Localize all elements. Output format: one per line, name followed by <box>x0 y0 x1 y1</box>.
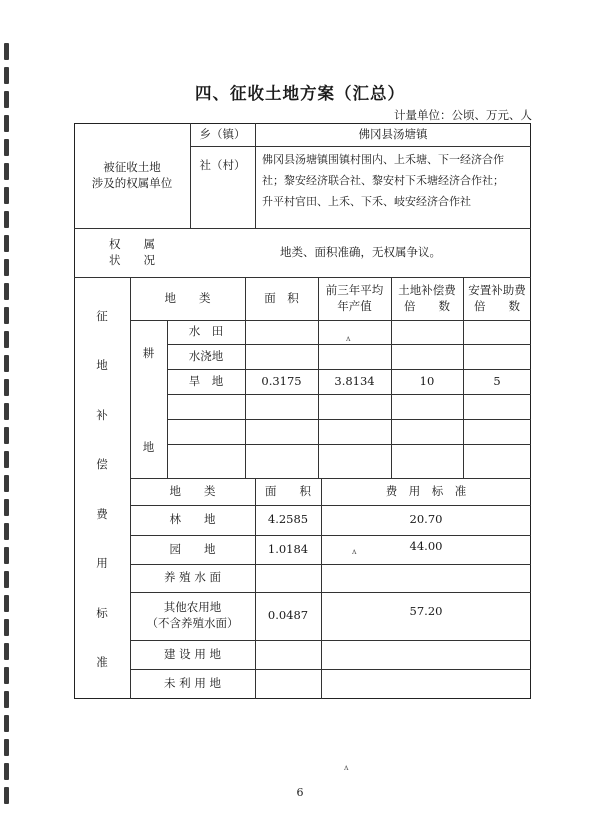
other-agri-line2: （不含养殖水面） <box>146 616 239 630</box>
binder-hole <box>4 211 9 228</box>
binder-hole <box>4 667 9 684</box>
header-comp-multiple <box>391 277 463 320</box>
side-char: 用 <box>96 556 108 571</box>
ownership-label-line2: 状 况 <box>109 252 155 267</box>
scan-speck: ʌ <box>352 547 357 556</box>
header-avg-value <box>318 277 391 320</box>
binder-hole <box>4 403 9 420</box>
header-resettle-line1: 安置补助费 <box>468 282 526 297</box>
arable-dry-resettle: 5 <box>493 373 501 388</box>
aquaculture-type: 养 殖 水 面 <box>164 570 221 585</box>
owner-label-line1: 被征收土地 <box>103 159 161 174</box>
header2-area: 面 积 <box>265 483 311 498</box>
binder-hole <box>4 139 9 156</box>
forest-standard: 20.70 <box>409 512 443 527</box>
binder-hole <box>4 451 9 468</box>
binder-hole <box>4 355 9 372</box>
arable-dry-avg: 3.8134 <box>334 373 375 388</box>
side-char: 补 <box>96 407 108 422</box>
binder-hole <box>4 259 9 276</box>
binder-hole <box>4 763 9 780</box>
binder-hole <box>4 571 9 588</box>
page-number: 6 <box>296 786 304 799</box>
village-line: 升平村官田、上禾、下禾、岐安经济合作社 <box>262 195 471 208</box>
other-agri-type <box>130 592 255 640</box>
owner-label-line2: 涉及的权属单位 <box>91 175 173 190</box>
village-line: 社；黎安经济联合社、黎安村下禾塘经济合作社； <box>262 174 504 187</box>
header-comp-line1: 土地补偿费 <box>398 282 456 297</box>
arable-char: 耕 <box>142 346 155 360</box>
binder-hole <box>4 235 9 252</box>
binder-hole <box>4 187 9 204</box>
binder-hole <box>4 691 9 708</box>
township-value: 佛冈县汤塘镇 <box>358 126 428 141</box>
township-label: 乡（镇） <box>199 126 246 141</box>
binder-hole <box>4 43 9 60</box>
forest-area: 4.2585 <box>267 512 309 527</box>
header-avg-line1: 前三年平均 <box>325 282 384 297</box>
binder-hole <box>4 523 9 540</box>
page-title: 四、征收土地方案（汇总） <box>195 84 405 103</box>
side-char: 征 <box>96 309 108 323</box>
binder-hole <box>4 595 9 612</box>
other-agri-line1: 其他农用地 <box>163 600 222 615</box>
binder-hole <box>4 307 9 324</box>
compensation-standard-side-label <box>74 308 130 670</box>
binder-hole <box>4 475 9 492</box>
binder-hole <box>4 163 9 180</box>
header-land-type: 地 类 <box>164 290 211 305</box>
side-char: 费 <box>96 506 108 521</box>
other-agri-area: 0.0487 <box>267 608 309 623</box>
binder-hole <box>4 115 9 132</box>
village-line: 佛冈县汤塘镇围镇村围内、上禾塘、下一经济合作 <box>262 153 504 166</box>
binder-hole <box>4 499 9 516</box>
binder-hole <box>4 331 9 348</box>
arable-char: 地 <box>142 440 155 454</box>
garden-type: 园 地 <box>169 541 216 556</box>
unit-note: 计量单位：公顷、万元、人 <box>394 108 532 122</box>
binder-hole <box>4 283 9 300</box>
binder-hole <box>4 427 9 444</box>
header-area: 面 积 <box>264 290 299 305</box>
forest-type: 林 地 <box>169 512 216 527</box>
owner-section-label <box>74 123 190 228</box>
header-resettle-line2: 倍 数 <box>474 298 520 313</box>
unused-type: 未 利 用 地 <box>164 676 221 691</box>
arable-type-paddy: 水 田 <box>188 324 224 339</box>
arable-dry-area: 0.3175 <box>261 373 302 388</box>
scan-speck: ʌ <box>344 763 349 772</box>
ownership-label-line1: 权 属 <box>109 236 155 251</box>
arable-dry-comp: 10 <box>419 373 435 388</box>
side-char: 偿 <box>96 457 108 472</box>
arable-type-irrigated: 水浇地 <box>188 348 224 363</box>
binder-hole <box>4 547 9 564</box>
ownership-status-label <box>74 228 190 277</box>
side-char: 地 <box>96 358 108 373</box>
side-char: 准 <box>96 654 108 669</box>
arable-land-side-label <box>130 345 167 455</box>
ownership-status-value: 地类、面积准确，无权属争议。 <box>280 244 441 259</box>
construction-type: 建 设 用 地 <box>164 646 221 661</box>
header-avg-line2: 年产值 <box>337 298 372 313</box>
binder-hole <box>4 739 9 756</box>
garden-standard: 44.00 <box>409 539 443 554</box>
arable-type-dry: 旱 地 <box>188 373 224 388</box>
binder-hole <box>4 619 9 636</box>
header-comp-line2: 倍 数 <box>404 298 450 313</box>
village-label: 社（村） <box>199 158 246 173</box>
binder-hole <box>4 643 9 660</box>
binder-hole <box>4 715 9 732</box>
header2-land-type: 地 类 <box>169 483 216 498</box>
header-resettle-multiple <box>463 277 531 320</box>
scan-speck: ʌ <box>346 334 351 343</box>
binder-hole <box>4 379 9 396</box>
village-value <box>262 149 530 212</box>
side-char: 标 <box>96 605 108 620</box>
garden-area: 1.0184 <box>267 541 309 556</box>
header2-standard: 费 用 标 准 <box>385 483 467 498</box>
other-agri-standard: 57.20 <box>409 604 443 619</box>
